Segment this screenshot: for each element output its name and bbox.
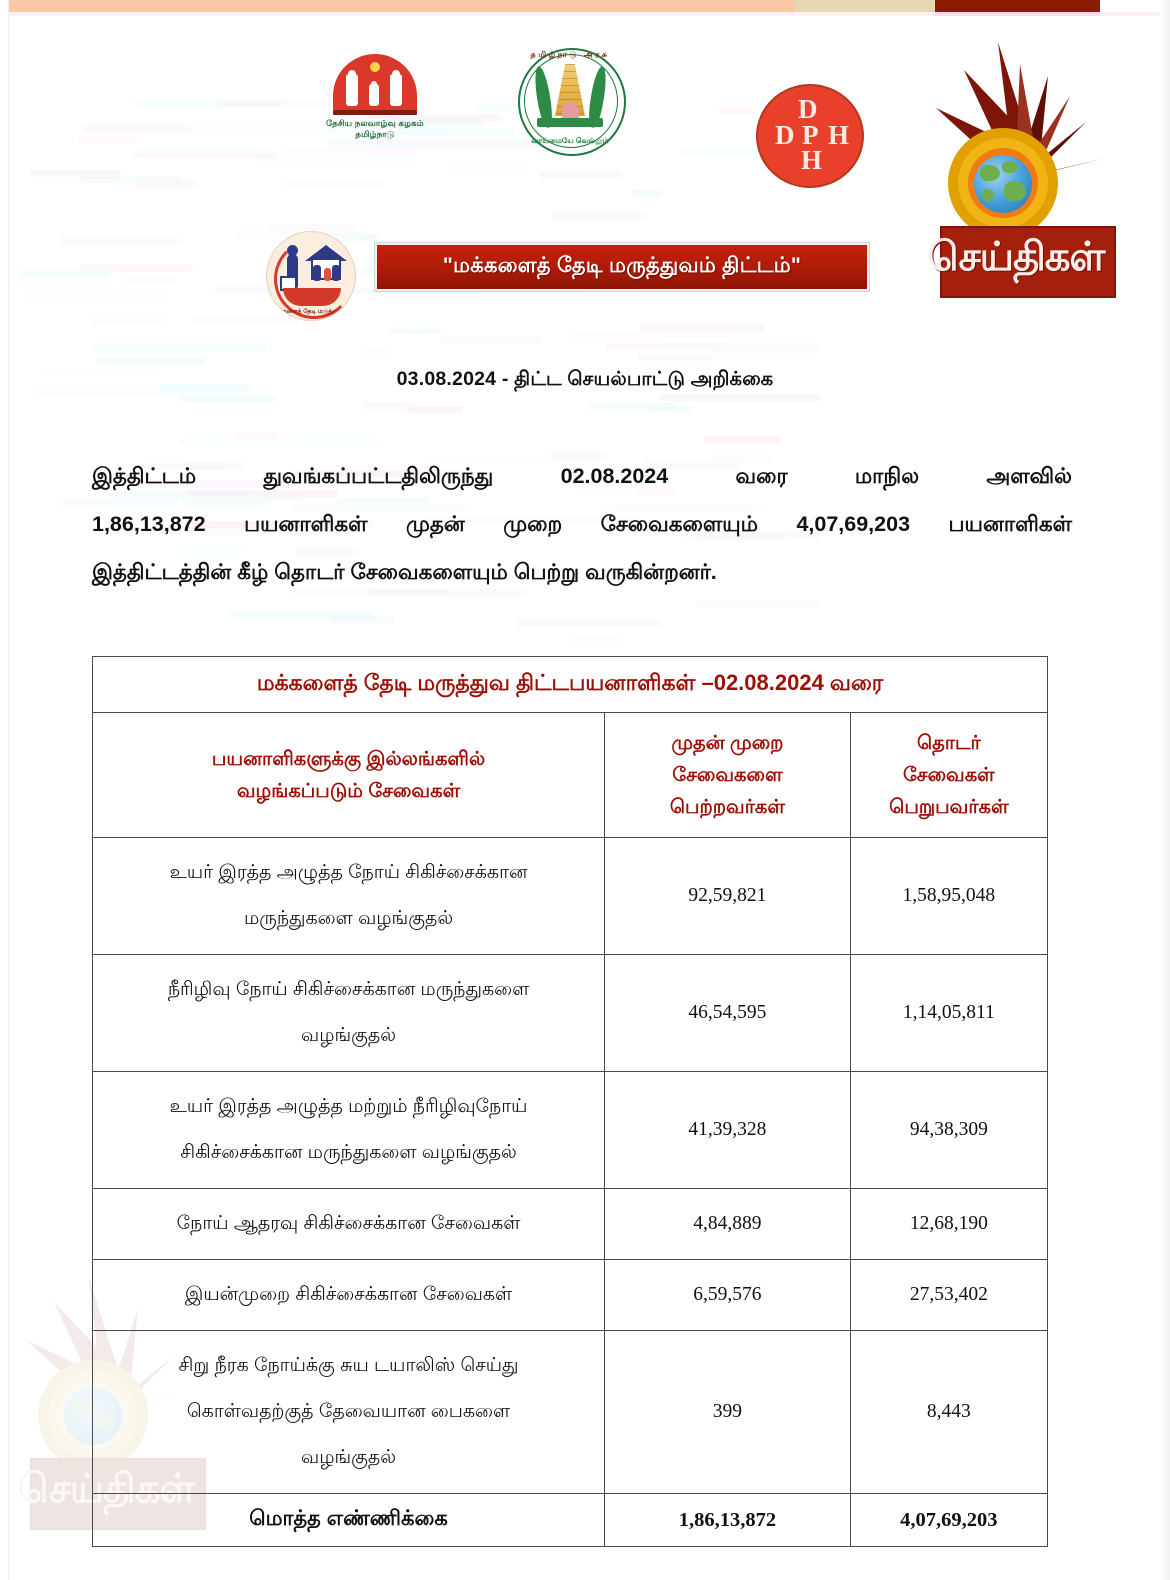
scan-artifact-bar <box>330 616 395 623</box>
nhm-tamil-caption <box>315 118 435 140</box>
scan-artifact-bar <box>59 238 183 245</box>
row-first-time-count: 46,54,595 <box>605 955 851 1072</box>
beneficiaries-table <box>92 656 1048 1547</box>
top-color-strip <box>0 0 1170 12</box>
tamil-nadu-government-emblem <box>515 44 625 159</box>
page-left-edge <box>0 0 9 1580</box>
scan-artifact-bar <box>136 180 197 187</box>
nhm-base-bar <box>333 110 417 115</box>
total-followup: 4,07,69,203 <box>850 1494 1047 1547</box>
row-service-label <box>93 1189 605 1260</box>
paragraph-word: முறை <box>503 512 563 536</box>
column-header-services-line1: பயனாளிகளுக்கு இல்லங்களில் <box>211 748 486 770</box>
scan-artifact-bar <box>697 600 820 607</box>
total-first-time: 1,86,13,872 <box>605 1494 851 1547</box>
program-title-text: "மக்களைத் தேடி மருத்துவம் திட்டம்" <box>442 254 802 277</box>
column-header-first-time-line3: பெற்றவர்கள் <box>669 796 785 818</box>
dph-letter-h-bottom: H <box>801 145 823 175</box>
nhm-caption-line2: தமிழ்நாடு <box>355 129 395 139</box>
scan-artifact-bar <box>284 180 382 187</box>
scan-artifact-bar <box>713 346 820 353</box>
row-followup-count: 12,68,190 <box>850 1189 1047 1260</box>
family-figure-3 <box>332 265 340 281</box>
scan-artifact-bar <box>540 171 621 178</box>
scan-artifact-bar <box>361 347 391 354</box>
scan-artifact-bar <box>85 172 117 179</box>
emblem-top-text: தமிழ்நாடு அரசு <box>530 50 610 59</box>
scan-artifact-bar <box>440 337 541 344</box>
figure-child <box>369 84 379 106</box>
nhm-arch-icon <box>333 54 417 110</box>
report-date-title: 03.08.2024 - திட்ட செயல்பாட்டு அறிக்கை <box>396 368 774 390</box>
row-first-time-count: 41,39,328 <box>605 1072 851 1189</box>
family-figure-1 <box>313 265 321 281</box>
sun-icon <box>370 62 380 72</box>
scan-artifact-bar <box>96 358 204 365</box>
scan-artifact-bar <box>268 224 354 231</box>
national-health-mission-logo <box>315 54 435 140</box>
scan-artifact-bar <box>638 354 712 361</box>
program-logo-caption: மக்களைத் தேடி மருத்துவம் <box>274 309 348 315</box>
scan-artifact-bar <box>24 294 165 301</box>
paragraph-word: பயனாளிகள் <box>244 512 368 536</box>
scan-artifact-bar <box>552 212 647 219</box>
paragraph-word: 4,07,69,203 <box>796 512 911 536</box>
scan-artifact-bar <box>640 324 764 331</box>
scan-artifact-bar <box>182 395 274 402</box>
row-service-label-line: சிகிச்சைக்கான மருந்துகளை வழங்குதல் <box>180 1142 517 1163</box>
paragraph-word: 1,86,13,872 <box>92 512 206 536</box>
row-first-time-count: 92,59,821 <box>605 838 851 955</box>
page-right-edge <box>1160 0 1170 1580</box>
row-service-label-line: இயன்முறை சிகிச்சைக்கான சேவைகள் <box>184 1284 513 1305</box>
scan-artifact-bar <box>389 327 441 334</box>
table-total-row <box>93 1494 1048 1547</box>
paragraph-line-3: இத்திட்டத்தின் கீழ் தொடர் சேவைகளையும் பெற்று வருகின்றனர். <box>92 560 717 584</box>
scan-artifact-bar <box>363 402 414 409</box>
program-logo <box>266 231 356 321</box>
scan-artifact-bar <box>516 619 661 626</box>
table-caption-row <box>93 657 1048 713</box>
scan-artifact-bar <box>80 176 181 183</box>
dph-letter-d-top: D <box>798 94 818 124</box>
table-caption: மக்களைத் தேடி மருத்துவ திட்டபயனாளிகள் –02.08.2024 வரை <box>93 657 1048 713</box>
row-service-label-line: சிறு நீரக நோய்க்கு சுய டயாலிஸ் செய்து <box>178 1355 519 1376</box>
scan-artifact-bar <box>632 190 662 197</box>
row-service-label <box>93 838 605 955</box>
scan-artifact-bar <box>447 164 525 171</box>
emblem-motto-text: வாய்மையே வெல்லும் <box>531 136 609 145</box>
row-followup-count: 27,53,402 <box>850 1260 1047 1331</box>
row-service-label <box>93 955 605 1072</box>
row-first-time-count: 399 <box>605 1331 851 1494</box>
scan-artifact-bar <box>590 403 676 410</box>
report-paragraph <box>92 452 1072 596</box>
helping-hand-icon <box>283 288 341 306</box>
scan-artifact-bar <box>606 343 719 350</box>
scan-artifact-bar <box>21 270 110 277</box>
table-row <box>93 838 1048 955</box>
scan-artifact-bar <box>570 331 733 338</box>
head-child <box>371 81 377 87</box>
row-service-label <box>93 1260 605 1331</box>
scan-artifact-bar <box>180 439 378 446</box>
row-followup-count: 1,14,05,811 <box>850 955 1047 1072</box>
paragraph-word: வரை <box>735 464 788 488</box>
paragraph-word: அளவில் <box>986 464 1072 488</box>
paragraph-word: முதன் <box>406 512 465 536</box>
dph-logo <box>752 82 867 187</box>
scan-artifact-bar <box>30 170 121 177</box>
scan-artifact-bar <box>93 318 165 325</box>
row-followup-count: 1,58,95,048 <box>850 838 1047 955</box>
column-header-services <box>93 713 605 838</box>
table-header-row <box>93 713 1048 838</box>
row-service-label-line: நோய் ஆதரவு சிகிச்சைக்கான சேவைகள் <box>176 1213 521 1234</box>
scan-artifact-bar <box>571 635 622 642</box>
paragraph-line-2 <box>92 500 1072 548</box>
column-header-first-time-line2: சேவைகளை <box>672 764 783 786</box>
paragraph-word: துவங்கப்பட்டதிலிருந்து <box>263 464 494 488</box>
row-service-label-line: வழங்குதல் <box>301 1025 397 1046</box>
column-header-first-time <box>605 713 851 838</box>
scan-artifact-bar <box>122 277 173 284</box>
row-service-label-line: கொள்வதற்குத் தேவையான பைகளை <box>186 1401 511 1422</box>
figure-adult-right <box>390 74 402 106</box>
strip-segment-tan <box>795 0 935 12</box>
table-row <box>93 1189 1048 1260</box>
seithigal-logo <box>920 30 1130 300</box>
column-header-followup-line3: பெறுபவர்கள் <box>889 796 1009 818</box>
paragraph-word: இத்திட்டம் <box>92 464 197 488</box>
emblem-base-bar <box>537 118 603 127</box>
paragraph-word: சேவைகளையும் <box>600 512 758 536</box>
top-strip-pink-accent <box>935 12 1100 16</box>
table-row <box>93 1260 1048 1331</box>
scan-artifact-bar <box>236 432 277 439</box>
strip-segment-darkred <box>935 0 1100 12</box>
row-first-time-count: 4,84,889 <box>605 1189 851 1260</box>
scan-artifact-bar <box>667 342 820 349</box>
row-service-label <box>93 1331 605 1494</box>
globe-icon <box>974 155 1032 213</box>
figure-adult-left <box>346 74 358 106</box>
row-service-label <box>93 1072 605 1189</box>
table-row <box>93 1331 1048 1494</box>
total-label: மொத்த எண்ணிக்கை <box>93 1494 605 1547</box>
row-service-label-line: உயர் இரத்த அழுத்த மற்றும் நீரிழிவுநோய் <box>169 1096 528 1117</box>
paragraph-line-1 <box>92 452 1072 500</box>
column-header-followup-line1: தொடர் <box>916 732 981 754</box>
program-title-banner <box>375 243 869 291</box>
column-header-first-time-line1: முதன் முறை <box>671 732 784 754</box>
scan-artifact-bar <box>660 394 820 401</box>
scan-artifact-bar <box>704 436 781 443</box>
column-header-followup <box>850 713 1047 838</box>
column-header-services-line2: வழங்கப்படும் சேவைகள் <box>236 780 461 802</box>
row-service-label-line: உயர் இரத்த அழுத்த நோய் சிகிச்சைக்கான <box>169 862 528 883</box>
column-header-followup-line2: சேவைகள் <box>902 764 995 786</box>
row-first-time-count: 6,59,576 <box>605 1260 851 1331</box>
row-service-label-line: மருந்துகளை வழங்குதல் <box>243 908 454 929</box>
seithigal-label: செய்திகள் <box>927 235 1105 279</box>
family-figure-2 <box>324 268 331 281</box>
head-left <box>348 70 356 78</box>
scan-artifact-bar <box>229 612 372 619</box>
row-service-label-line: வழங்குதல் <box>301 1447 397 1468</box>
row-followup-count: 8,443 <box>850 1331 1047 1494</box>
paragraph-word: மாநில <box>854 464 920 488</box>
watermark-label: செய்திகள் <box>17 1467 195 1511</box>
table-row <box>93 1072 1048 1189</box>
dph-letter-d-left: D <box>775 120 795 150</box>
paragraph-word: 02.08.2024 <box>560 464 669 488</box>
row-service-label-line: நீரிழிவு நோய் சிகிச்சைக்கான மருந்துகளை <box>167 979 530 1000</box>
scan-artifact-bar <box>81 264 193 271</box>
nhm-caption-line1: தேசிய நலவாழ்வு கழகம் <box>326 118 424 128</box>
strip-segment-peach <box>0 0 795 12</box>
paragraph-word: பயனாளிகள் <box>948 512 1072 536</box>
scan-artifact-bar <box>645 406 691 413</box>
dph-letter-p: P <box>802 120 819 150</box>
row-followup-count: 94,38,309 <box>850 1072 1047 1189</box>
sun-globe-icon <box>948 128 1058 238</box>
scan-artifact-bar <box>92 344 265 351</box>
head-right <box>392 70 400 78</box>
table-row <box>93 955 1048 1072</box>
dph-letter-h-right: H <box>828 120 850 150</box>
scan-artifact-bar <box>409 406 462 413</box>
